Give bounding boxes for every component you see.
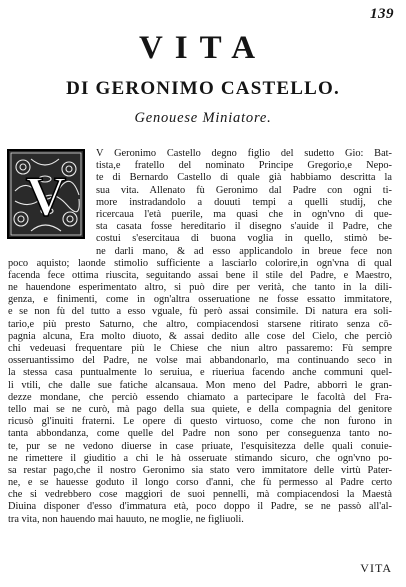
catchword: VITA xyxy=(360,561,392,575)
text-line: sta casata fosse hereditario il disegno s'auide il Padre, che xyxy=(96,221,392,233)
text-line: te, pur se ne vedono diuerse in case priuate, l'esquisitezza delle quali conuie- xyxy=(8,440,392,452)
text-line: chi vedeuasi frequentare più le Chiese che niun altro passaremo: Fù sempre xyxy=(8,343,392,354)
text-line: costui s'esercitaua di buona voglia in quello, stimò be- xyxy=(96,233,392,245)
body-text xyxy=(8,148,392,526)
text-line: e se non fù del tutto a esso vguale, fù però assai consimile. Di natura era soli- xyxy=(8,306,392,318)
text-line: tello mai se ne curò, mà pago della sua quiete, e della compagnia del genitore xyxy=(8,403,392,415)
text-line: dezze mondane, che perciò essendo chiamato a partecipare le facoltà del Fra- xyxy=(8,391,392,403)
page-title: VITA xyxy=(138,30,268,66)
text-line: Diuina disponer d'esso d'immatura età, poco doppo il Padre, se ne passò all'al- xyxy=(8,501,392,513)
text-line: ricercaua l'età puerile, ma quasi che in ogn'vno di que- xyxy=(96,208,392,220)
text-line: tra vita, non hauendo mai hauuto, ne moglie, ne figliuoli. xyxy=(8,513,244,525)
text-line: sa restar pago,che il nostro Geronimo sia stato vero immitatore delle virtù Pater- xyxy=(8,464,392,476)
qualifier-line: Genouese Miniatore. xyxy=(134,110,272,126)
text-line: ricusò gl'inuiti fraterni. Le opere di questo virtuoso, come che non furono in xyxy=(8,416,392,428)
text-line: ne darli mano, & ad esso applicandolo in breue fece non xyxy=(96,245,392,257)
initial-letter: V xyxy=(25,166,67,228)
text-line: li vtili, che dalle sue fatiche alcansaua. Mon meno del Padre, abborrì le gran- xyxy=(8,379,392,391)
text-line: pagnia alcuna, Era molto diuoto, & assai dedito alle cose del Cielo, che perciò xyxy=(8,330,392,342)
text-line: ne, e se hauesse goduto il longo corso d'anni, che fù permesso al Padre certo xyxy=(8,477,392,489)
text-line: ne rimettere il giuditio a chi le hà osseruate stimando sicuro, che ogn'vno po- xyxy=(8,452,392,464)
text-line: more instradandolo a douuti tempi a quelli studij, che xyxy=(96,196,392,208)
text-line: facenda fece ottima riuscita, seguitando assai bene il stile del Padre, e Maestro, xyxy=(8,269,392,281)
text-line: sua vita. Allenato fù Geronimo dal Padre con ogni ti- xyxy=(96,184,392,196)
text-line: tario,e più presto Saturno, che altro, compiacendosi starsene ritirato senza cō- xyxy=(8,318,392,330)
text-line: osseruantissimo del Padre, ne volse mai abbandonarlo, ma continuando seco in xyxy=(8,355,392,367)
text-line: V Geronimo Castello degno figlio del sudetto Gio: Bat- xyxy=(96,148,392,159)
text-line: che si vedrebbero cose maggiori de suoi pennelli, mà compiacendosi la Maestà xyxy=(8,489,392,501)
text-line: tista,e fratello del nominato Principe Gregorio,e Nepo- xyxy=(96,160,392,172)
text-line: genza, e finimenti, come in ogn'altra osseruatione ne fosse essatto immitatore, xyxy=(8,294,392,306)
text-line: ne hauendone esperimentato altro, si può dire per verità, che tanto in la dili- xyxy=(8,282,392,294)
text-line: la stessa casa puntualmente lo seruiua, e riueriua facendo anche communi quel- xyxy=(8,367,392,379)
text-line: poco aquisto; laonde stimolio sufficiente a lasciarlo colorire,in ogn'vna di qual xyxy=(8,257,392,269)
subtitle: DI GERONIMO CASTELLO. xyxy=(66,78,340,99)
text-line: te di Bernardo Castello di quale già habbiamo descritta la xyxy=(96,172,392,184)
text-line: tanta abbondanza, come quelle del Padre non sono per conseguenza tanto no- xyxy=(8,428,392,440)
page-number: 139 xyxy=(370,6,394,22)
